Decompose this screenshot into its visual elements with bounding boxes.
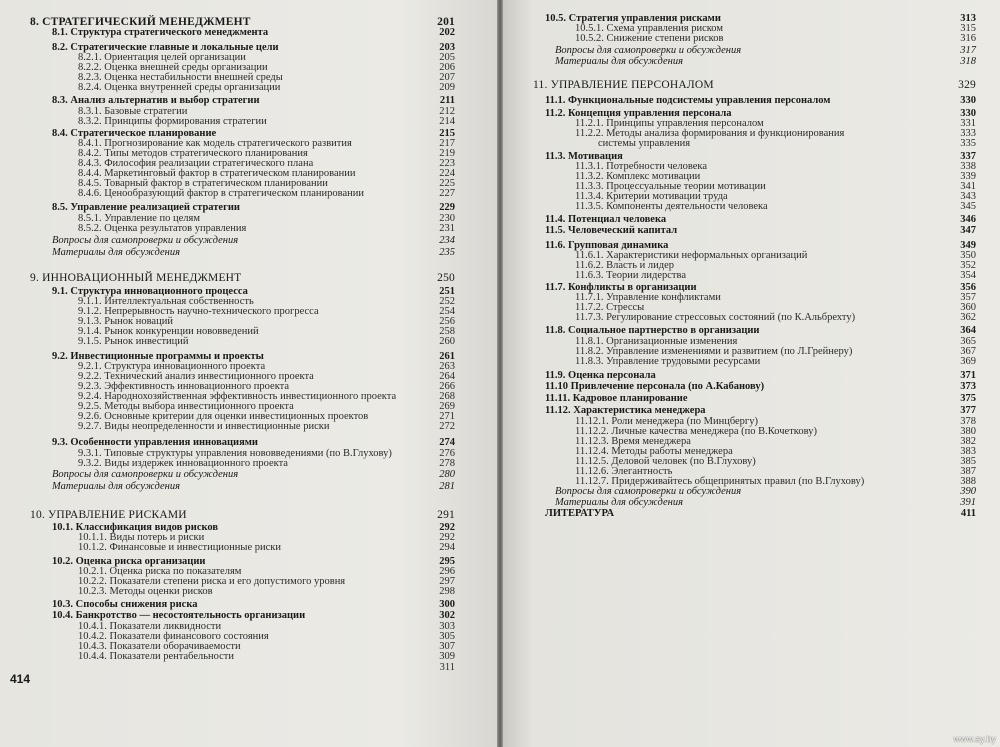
toc-entry-title: 11.3.4. Критерии мотивации труда bbox=[575, 191, 728, 202]
toc-entry bbox=[503, 45, 1000, 56]
toc-entry-page: 235 bbox=[439, 247, 455, 258]
toc-entry-page: 251 bbox=[439, 286, 455, 297]
toc-entry-title: 11.6.3. Теории лидерства bbox=[575, 270, 686, 281]
toc-entry-title: 9. ИННОВАЦИОННЫЙ МЕНЕДЖМЕНТ bbox=[30, 272, 242, 284]
toc-entry-page: 292 bbox=[439, 522, 455, 533]
toc-entry bbox=[0, 223, 497, 234]
toc-entry-title: 11.8.1. Организационные изменения bbox=[575, 336, 738, 347]
toc-entry-title: 11.6. Групповая динамика bbox=[545, 240, 669, 251]
toc-entry-page: 352 bbox=[960, 260, 976, 271]
toc-entry-title: 11.12.6. Элегантность bbox=[575, 466, 673, 477]
toc-entry-title: 9.2.3. Эффективность инновационного проекта bbox=[78, 381, 290, 392]
left-page bbox=[0, 0, 497, 747]
toc-entry-title: 8.2.4. Оценка внутренней среды организации bbox=[78, 82, 281, 93]
toc-entry-title: 9.2. Инвестиционные программы и проекты bbox=[52, 351, 264, 362]
toc-entry bbox=[503, 95, 1000, 106]
toc-entry-title: 11.7. Конфликты в организации bbox=[545, 282, 697, 293]
toc-entry bbox=[0, 437, 497, 448]
toc-entry-title: 11.7.3. Регулирование стрессовых состояний (по К.Альбрехту) bbox=[575, 312, 856, 323]
toc-entry-title: 8.4.4. Маркетинговый фактор в стратегическом планировании bbox=[78, 168, 356, 179]
toc-entry-page: 227 bbox=[439, 188, 455, 199]
toc-entry-page: 329 bbox=[958, 79, 976, 91]
toc-entry-title: 8.4.3. Философия реализации стратегического плана bbox=[78, 158, 314, 169]
toc-entry-title: 8.2.3. Оценка нестабильности внешней среды bbox=[78, 72, 283, 83]
toc-entry-title: 11.3. Мотивация bbox=[545, 151, 623, 162]
toc-entry-page: 281 bbox=[439, 481, 455, 492]
toc-entry-page: 254 bbox=[439, 306, 455, 317]
toc-entry bbox=[0, 82, 497, 93]
toc-entry-title: 11.3.1. Потребности человека bbox=[575, 161, 707, 172]
toc-entry bbox=[0, 116, 497, 127]
toc-entry-page: 258 bbox=[439, 326, 455, 337]
toc-entry-title: 8.4. Стратегическое планирование bbox=[52, 128, 217, 139]
toc-entry-page: 203 bbox=[439, 42, 455, 53]
toc-entry-title: 10.2. Оценка риска организации bbox=[52, 556, 206, 567]
toc-entry-page: 307 bbox=[439, 641, 455, 652]
toc-entry-title: 11.12.5. Деловой человек (по В.Глухову) bbox=[575, 456, 756, 467]
toc-entry-title: 11.12.1. Роли менеджера (по Минцбергу) bbox=[575, 416, 758, 427]
toc-entry-page: 303 bbox=[439, 621, 455, 632]
toc-entry-title: 10.2.3. Методы оценки рисков bbox=[78, 586, 213, 597]
toc-entry-title: 9.2.1. Структура инновационного проекта bbox=[78, 361, 266, 372]
toc-entry-title: 11.4. Потенциал человека bbox=[545, 214, 667, 225]
toc-entry-title: 11. УПРАВЛЕНИЕ ПЕРСОНАЛОМ bbox=[533, 79, 714, 91]
toc-entry bbox=[0, 599, 497, 610]
toc-entry-title: Вопросы для самопроверки и обсуждения bbox=[52, 235, 239, 246]
toc-entry-title: 9.3.1. Типовые структуры управления нововведениями (по В.Глухову) bbox=[78, 448, 392, 459]
toc-entry-page: 274 bbox=[439, 437, 455, 448]
toc-entry-title: 8.5.1. Управление по целям bbox=[78, 213, 201, 224]
toc-entry-title: 11.11. Кадровое планирование bbox=[545, 393, 688, 404]
toc-entry-title: 10.5. Стратегия управления рисками bbox=[545, 13, 721, 24]
toc-entry-title: 11.2. Концепция управления персонала bbox=[545, 108, 732, 119]
toc-entry-page: 365 bbox=[960, 336, 976, 347]
toc-entry-title: 11.3.3. Процессуальные теории мотивации bbox=[575, 181, 766, 192]
toc-entry-page: 212 bbox=[439, 106, 455, 117]
toc-entry-title: 8.5.2. Оценка результатов управления bbox=[78, 223, 247, 234]
toc-entry-page: 231 bbox=[439, 223, 455, 234]
toc-entry bbox=[0, 336, 497, 347]
toc-entry-title: 9.1.5. Рынок инвестиций bbox=[78, 336, 189, 347]
toc-entry-title: 8.4.5. Товарный фактор в стратегическом планировании bbox=[78, 178, 328, 189]
toc-entry-title: 10.2.2. Показатели степени риска и его допустимого уровня bbox=[78, 576, 346, 587]
toc-entry-title: Вопросы для самопроверки и обсуждения bbox=[52, 469, 239, 480]
toc-entry-title: 11.12.3. Время менеджера bbox=[575, 436, 691, 447]
toc-entry-title: 11.12.7. Придерживайтесь общепринятых правил (по В.Глухову) bbox=[575, 476, 865, 487]
toc-entry-page: 375 bbox=[960, 393, 976, 404]
toc-entry-title: Материалы для обсуждения bbox=[52, 247, 180, 258]
toc-entry-title: 11.8.2. Управление изменениями и развитием (по Л.Грейнеру) bbox=[575, 346, 853, 357]
toc-entry-page: 272 bbox=[439, 421, 455, 432]
toc-entry-title: 11.7.1. Управление конфликтами bbox=[575, 292, 721, 303]
toc-entry-page: 269 bbox=[439, 401, 455, 412]
toc-entry-page: 309 bbox=[439, 651, 455, 662]
toc-entry-title: 11.12. Характеристика менеджера bbox=[545, 405, 706, 416]
toc-entry-page: 343 bbox=[960, 191, 976, 202]
toc-entry bbox=[0, 651, 497, 662]
toc-entry-page: 390 bbox=[960, 486, 976, 497]
toc-entry-title: 11.12.2. Личные качества менеджера (по В.Кочеткову) bbox=[575, 426, 817, 437]
toc-entry bbox=[503, 486, 1000, 497]
toc-entry-page: 271 bbox=[439, 411, 455, 422]
toc-entry-title: 10.5.2. Снижение степени рисков bbox=[575, 33, 724, 44]
toc-entry-page: 256 bbox=[439, 316, 455, 327]
toc-entry bbox=[0, 586, 497, 597]
toc-entry-title: 11.8.3. Управление трудовыми ресурсами bbox=[575, 356, 761, 367]
toc-entry-title: 9.1.3. Рынок новаций bbox=[78, 316, 173, 327]
toc-entry-page: 350 bbox=[960, 250, 976, 261]
toc-entry-title: 8.2. Стратегические главные и локальные цели bbox=[52, 42, 279, 53]
toc-entry-title: 9.2.4. Народнохозяйственная эффективность инвестиционного проекта bbox=[78, 391, 397, 402]
toc-entry-title: 8.1. Структура стратегического менеджмента bbox=[52, 27, 269, 38]
toc-entry-page: 311 bbox=[439, 662, 455, 673]
toc-entry-page: 371 bbox=[960, 370, 976, 381]
toc-entry-page: 356 bbox=[960, 282, 976, 293]
toc-entry-page: 205 bbox=[439, 52, 455, 63]
toc-entry-page: 330 bbox=[960, 108, 976, 119]
toc-entry-title: 10.1.1. Виды потерь и риски bbox=[78, 532, 205, 543]
toc-entry-page: 337 bbox=[960, 151, 976, 162]
toc-entry-title: 10.3. Способы снижения риска bbox=[52, 599, 198, 610]
toc-entry-title: Материалы для обсуждения bbox=[555, 497, 683, 508]
toc-entry-page: 349 bbox=[960, 240, 976, 251]
toc-entry bbox=[503, 56, 1000, 67]
toc-entry-page: 252 bbox=[439, 296, 455, 307]
toc-entry-title: ЛИТЕРАТУРА bbox=[545, 508, 615, 519]
toc-entry bbox=[0, 662, 497, 673]
toc-entry-page: 217 bbox=[439, 138, 455, 149]
toc-entry-title: 10.1. Классификация видов рисков bbox=[52, 522, 219, 533]
toc-entry-page: 276 bbox=[439, 448, 455, 459]
toc-entry-title: 9.2.2. Технический анализ инвестиционного проекта bbox=[78, 371, 314, 382]
toc-entry bbox=[0, 95, 497, 106]
toc-entry-title: Материалы для обсуждения bbox=[52, 481, 180, 492]
toc-entry bbox=[503, 214, 1000, 225]
toc-entry-title: 10.2.1. Оценка риска по показателям bbox=[78, 566, 242, 577]
toc-entry bbox=[0, 481, 497, 492]
toc-entry-page: 382 bbox=[960, 436, 976, 447]
toc-entry-page: 223 bbox=[439, 158, 455, 169]
toc-entry-page: 298 bbox=[439, 586, 455, 597]
toc-entry bbox=[0, 202, 497, 213]
toc-entry-title: 9.1.4. Рынок конкуренции нововведений bbox=[78, 326, 259, 337]
toc-entry-page: 215 bbox=[439, 128, 455, 139]
toc-entry-page: 219 bbox=[439, 148, 455, 159]
toc-entry bbox=[503, 405, 1000, 416]
toc-entry-title: 10.4.2. Показатели финансового состояния bbox=[78, 631, 269, 642]
page-number: 414 bbox=[10, 672, 31, 686]
toc-entry bbox=[0, 469, 497, 480]
toc-entry bbox=[0, 610, 497, 621]
toc-entry bbox=[503, 370, 1000, 381]
toc-entry-title: Материалы для обсуждения bbox=[555, 56, 683, 67]
toc-entry-page: 387 bbox=[960, 466, 976, 477]
toc-entry-page: 388 bbox=[960, 476, 976, 487]
toc-entry-page: 317 bbox=[960, 45, 976, 56]
toc-entry-page: 316 bbox=[960, 33, 976, 44]
toc-entry-page: 202 bbox=[439, 27, 455, 38]
toc-entry-title: 10.4. Банкротство — несостоятельность организации bbox=[52, 610, 306, 621]
toc-entry-page: 378 bbox=[960, 416, 976, 427]
toc-entry-title: 8.2.1. Ориентация целей организации bbox=[78, 52, 246, 63]
toc-entry-page: 411 bbox=[960, 508, 976, 519]
toc-entry-title: 11.5. Человеческий капитал bbox=[545, 225, 678, 236]
toc-entry-title: 11.2.2. Методы анализа формирования и функционирования bbox=[575, 128, 845, 139]
toc-entry-page: 367 bbox=[960, 346, 976, 357]
toc-entry-page: 318 bbox=[960, 56, 976, 67]
toc-entry-page: 250 bbox=[437, 272, 455, 284]
toc-entry-page: 206 bbox=[439, 62, 455, 73]
toc-entry-title: 10. УПРАВЛЕНИЕ РИСКАМИ bbox=[30, 509, 187, 521]
toc-entry bbox=[503, 356, 1000, 367]
toc-entry bbox=[0, 235, 497, 246]
toc-entry-page: 211 bbox=[439, 95, 455, 106]
toc-entry-page: 229 bbox=[439, 202, 455, 213]
toc-entry-page: 364 bbox=[960, 325, 976, 336]
toc-entry bbox=[503, 393, 1000, 404]
toc-entry-title: 11.10 Привлечение персонала (по А.Кабанову) bbox=[545, 381, 765, 392]
toc-entry-page: 313 bbox=[960, 13, 976, 24]
toc-entry-page: 300 bbox=[439, 599, 455, 610]
toc-entry-title: 9.2.5. Методы выбора инвестиционного проекта bbox=[78, 401, 294, 412]
toc-entry-title: 11.2.1. Принципы управления персоналом bbox=[575, 118, 764, 129]
toc-entry-page: 266 bbox=[439, 381, 455, 392]
toc-entry-page: 292 bbox=[439, 532, 455, 543]
toc-entry-title: 11.1. Функциональные подсистемы управления персоналом bbox=[545, 95, 831, 106]
toc-entry-page: 357 bbox=[960, 292, 976, 303]
toc-entry-page: 338 bbox=[960, 161, 976, 172]
toc-entry-title: 11.3.5. Компоненты деятельности человека bbox=[575, 201, 768, 212]
toc-entry-page: 230 bbox=[439, 213, 455, 224]
toc-entry-page: 296 bbox=[439, 566, 455, 577]
toc-entry bbox=[503, 225, 1000, 236]
toc-entry-page: 346 bbox=[960, 214, 976, 225]
toc-entry-page: 278 bbox=[439, 458, 455, 469]
toc-entry-title: 8.4.1. Прогнозирование как модель стратегического развития bbox=[78, 138, 352, 149]
toc-entry-page: 380 bbox=[960, 426, 976, 437]
toc-entry-title: 9.2.6. Основные критерии для оценки инвестиционных проектов bbox=[78, 411, 369, 422]
toc-entry-page: 360 bbox=[960, 302, 976, 313]
toc-entry-page: 209 bbox=[439, 82, 455, 93]
toc-entry bbox=[503, 325, 1000, 336]
toc-entry-page: 383 bbox=[960, 446, 976, 457]
toc-entry-title: Вопросы для самопроверки и обсуждения bbox=[555, 45, 742, 56]
toc-entry-page: 263 bbox=[439, 361, 455, 372]
toc-entry bbox=[503, 381, 1000, 392]
toc-entry-page: 315 bbox=[960, 23, 976, 34]
toc-entry bbox=[0, 188, 497, 199]
toc-entry-page: 261 bbox=[439, 351, 455, 362]
toc-entry-page: 214 bbox=[439, 116, 455, 127]
toc-entry bbox=[0, 247, 497, 258]
toc-entry-title: 11.3.2. Комплекс мотивации bbox=[575, 171, 701, 182]
toc-entry bbox=[0, 273, 497, 284]
toc-entry-page: 335 bbox=[960, 138, 976, 149]
toc-entry bbox=[503, 201, 1000, 212]
toc-entry bbox=[503, 497, 1000, 508]
toc-entry-page: 354 bbox=[960, 270, 976, 281]
toc-entry bbox=[503, 312, 1000, 323]
toc-entry-page: 201 bbox=[437, 16, 455, 28]
toc-entry bbox=[503, 508, 1000, 519]
toc-entry-page: 339 bbox=[960, 171, 976, 182]
toc-entry-page: 362 bbox=[960, 312, 976, 323]
toc-entry-title: 10.4.1. Показатели ликвидности bbox=[78, 621, 222, 632]
toc-entry bbox=[0, 542, 497, 553]
toc-entry-page: 302 bbox=[439, 610, 455, 621]
toc-entry-title: 10.5.1. Схема управления риском bbox=[575, 23, 723, 34]
right-toc bbox=[503, 0, 1000, 747]
toc-entry-title: 9.1.1. Интеллектуальная собственность bbox=[78, 296, 254, 307]
toc-entry-title: 11.9. Оценка персонала bbox=[545, 370, 656, 381]
toc-entry-title: 8.3.1. Базовые стратегии bbox=[78, 106, 188, 117]
toc-entry-title: 10.1.2. Финансовые и инвестиционные риски bbox=[78, 542, 282, 553]
left-toc bbox=[0, 0, 497, 747]
toc-entry-page: 345 bbox=[960, 201, 976, 212]
toc-entry-page: 264 bbox=[439, 371, 455, 382]
toc-entry-page: 341 bbox=[960, 181, 976, 192]
toc-entry-title: 10.4.4. Показатели рентабельности bbox=[78, 651, 235, 662]
toc-entry-page: 268 bbox=[439, 391, 455, 402]
toc-entry-title: 9.1. Структура инновационного процесса bbox=[52, 286, 248, 297]
toc-entry bbox=[503, 33, 1000, 44]
toc-entry-title: 11.12.4. Методы работы менеджера bbox=[575, 446, 733, 457]
watermark: www.ay.by bbox=[953, 734, 996, 744]
toc-entry bbox=[503, 270, 1000, 281]
toc-entry-page: 331 bbox=[960, 118, 976, 129]
toc-entry-title: 9.1.2. Непрерывность научно-технического прогресса bbox=[78, 306, 319, 317]
toc-entry-title: 8.4.6. Ценообразующий фактор в стратегическом планировании bbox=[78, 188, 364, 199]
toc-entry bbox=[503, 138, 1000, 149]
toc-entry-page: 207 bbox=[439, 72, 455, 83]
toc-entry-title: Вопросы для самопроверки и обсуждения bbox=[555, 486, 742, 497]
toc-entry-title: 8.2.2. Оценка внешней среды организации bbox=[78, 62, 268, 73]
toc-entry-page: 280 bbox=[439, 469, 455, 480]
toc-entry-page: 294 bbox=[439, 542, 455, 553]
toc-entry bbox=[0, 458, 497, 469]
toc-entry-page: 330 bbox=[960, 95, 976, 106]
right-page bbox=[503, 0, 1000, 747]
toc-entry-title: 8. СТРАТЕГИЧЕСКИЙ МЕНЕДЖМЕНТ bbox=[30, 16, 251, 28]
toc-entry-page: 234 bbox=[439, 235, 455, 246]
toc-entry-page: 295 bbox=[439, 556, 455, 567]
toc-entry-page: 225 bbox=[439, 178, 455, 189]
toc-entry bbox=[503, 80, 1000, 91]
toc-entry-page: 224 bbox=[439, 168, 455, 179]
toc-entry-page: 291 bbox=[437, 509, 455, 521]
toc-entry-title: 11.6.2. Власть и лидер bbox=[575, 260, 675, 271]
toc-entry-page: 260 bbox=[439, 336, 455, 347]
toc-entry-page: 347 bbox=[960, 225, 976, 236]
toc-entry-title: 8.4.2. Типы методов стратегического планирования bbox=[78, 148, 308, 159]
toc-entry-title: системы управления bbox=[598, 138, 691, 149]
toc-entry-title: 10.4.3. Показатели оборачиваемости bbox=[78, 641, 241, 652]
toc-entry-page: 297 bbox=[439, 576, 455, 587]
toc-entry-title: 11.7.2. Стрессы bbox=[575, 302, 645, 313]
toc-entry-page: 373 bbox=[960, 381, 976, 392]
toc-entry-page: 369 bbox=[960, 356, 976, 367]
toc-entry-page: 333 bbox=[960, 128, 976, 139]
toc-entry bbox=[0, 510, 497, 521]
toc-entry-title: 9.3. Особенности управления инновациями bbox=[52, 437, 258, 448]
toc-entry bbox=[0, 27, 497, 38]
toc-entry bbox=[0, 421, 497, 432]
toc-entry-title: 8.3. Анализ альтернатив и выбор стратегии bbox=[52, 95, 260, 106]
toc-entry-title: 8.5. Управление реализацией стратегии bbox=[52, 202, 240, 213]
toc-entry-title: 11.6.1. Характеристики неформальных организаций bbox=[575, 250, 808, 261]
toc-entry-title: 9.2.7. Виды неопределенности и инвестиционные риски bbox=[78, 421, 330, 432]
toc-entry-page: 385 bbox=[960, 456, 976, 467]
toc-entry-page: 377 bbox=[960, 405, 976, 416]
toc-entry-page: 305 bbox=[439, 631, 455, 642]
toc-entry-title: 8.3.2. Принципы формирования стратегии bbox=[78, 116, 267, 127]
toc-entry-title: 11.8. Социальное партнерство в организации bbox=[545, 325, 760, 336]
toc-entry-title: 9.3.2. Виды издержек инновационного проекта bbox=[78, 458, 288, 469]
toc-entry-page: 391 bbox=[960, 497, 976, 508]
